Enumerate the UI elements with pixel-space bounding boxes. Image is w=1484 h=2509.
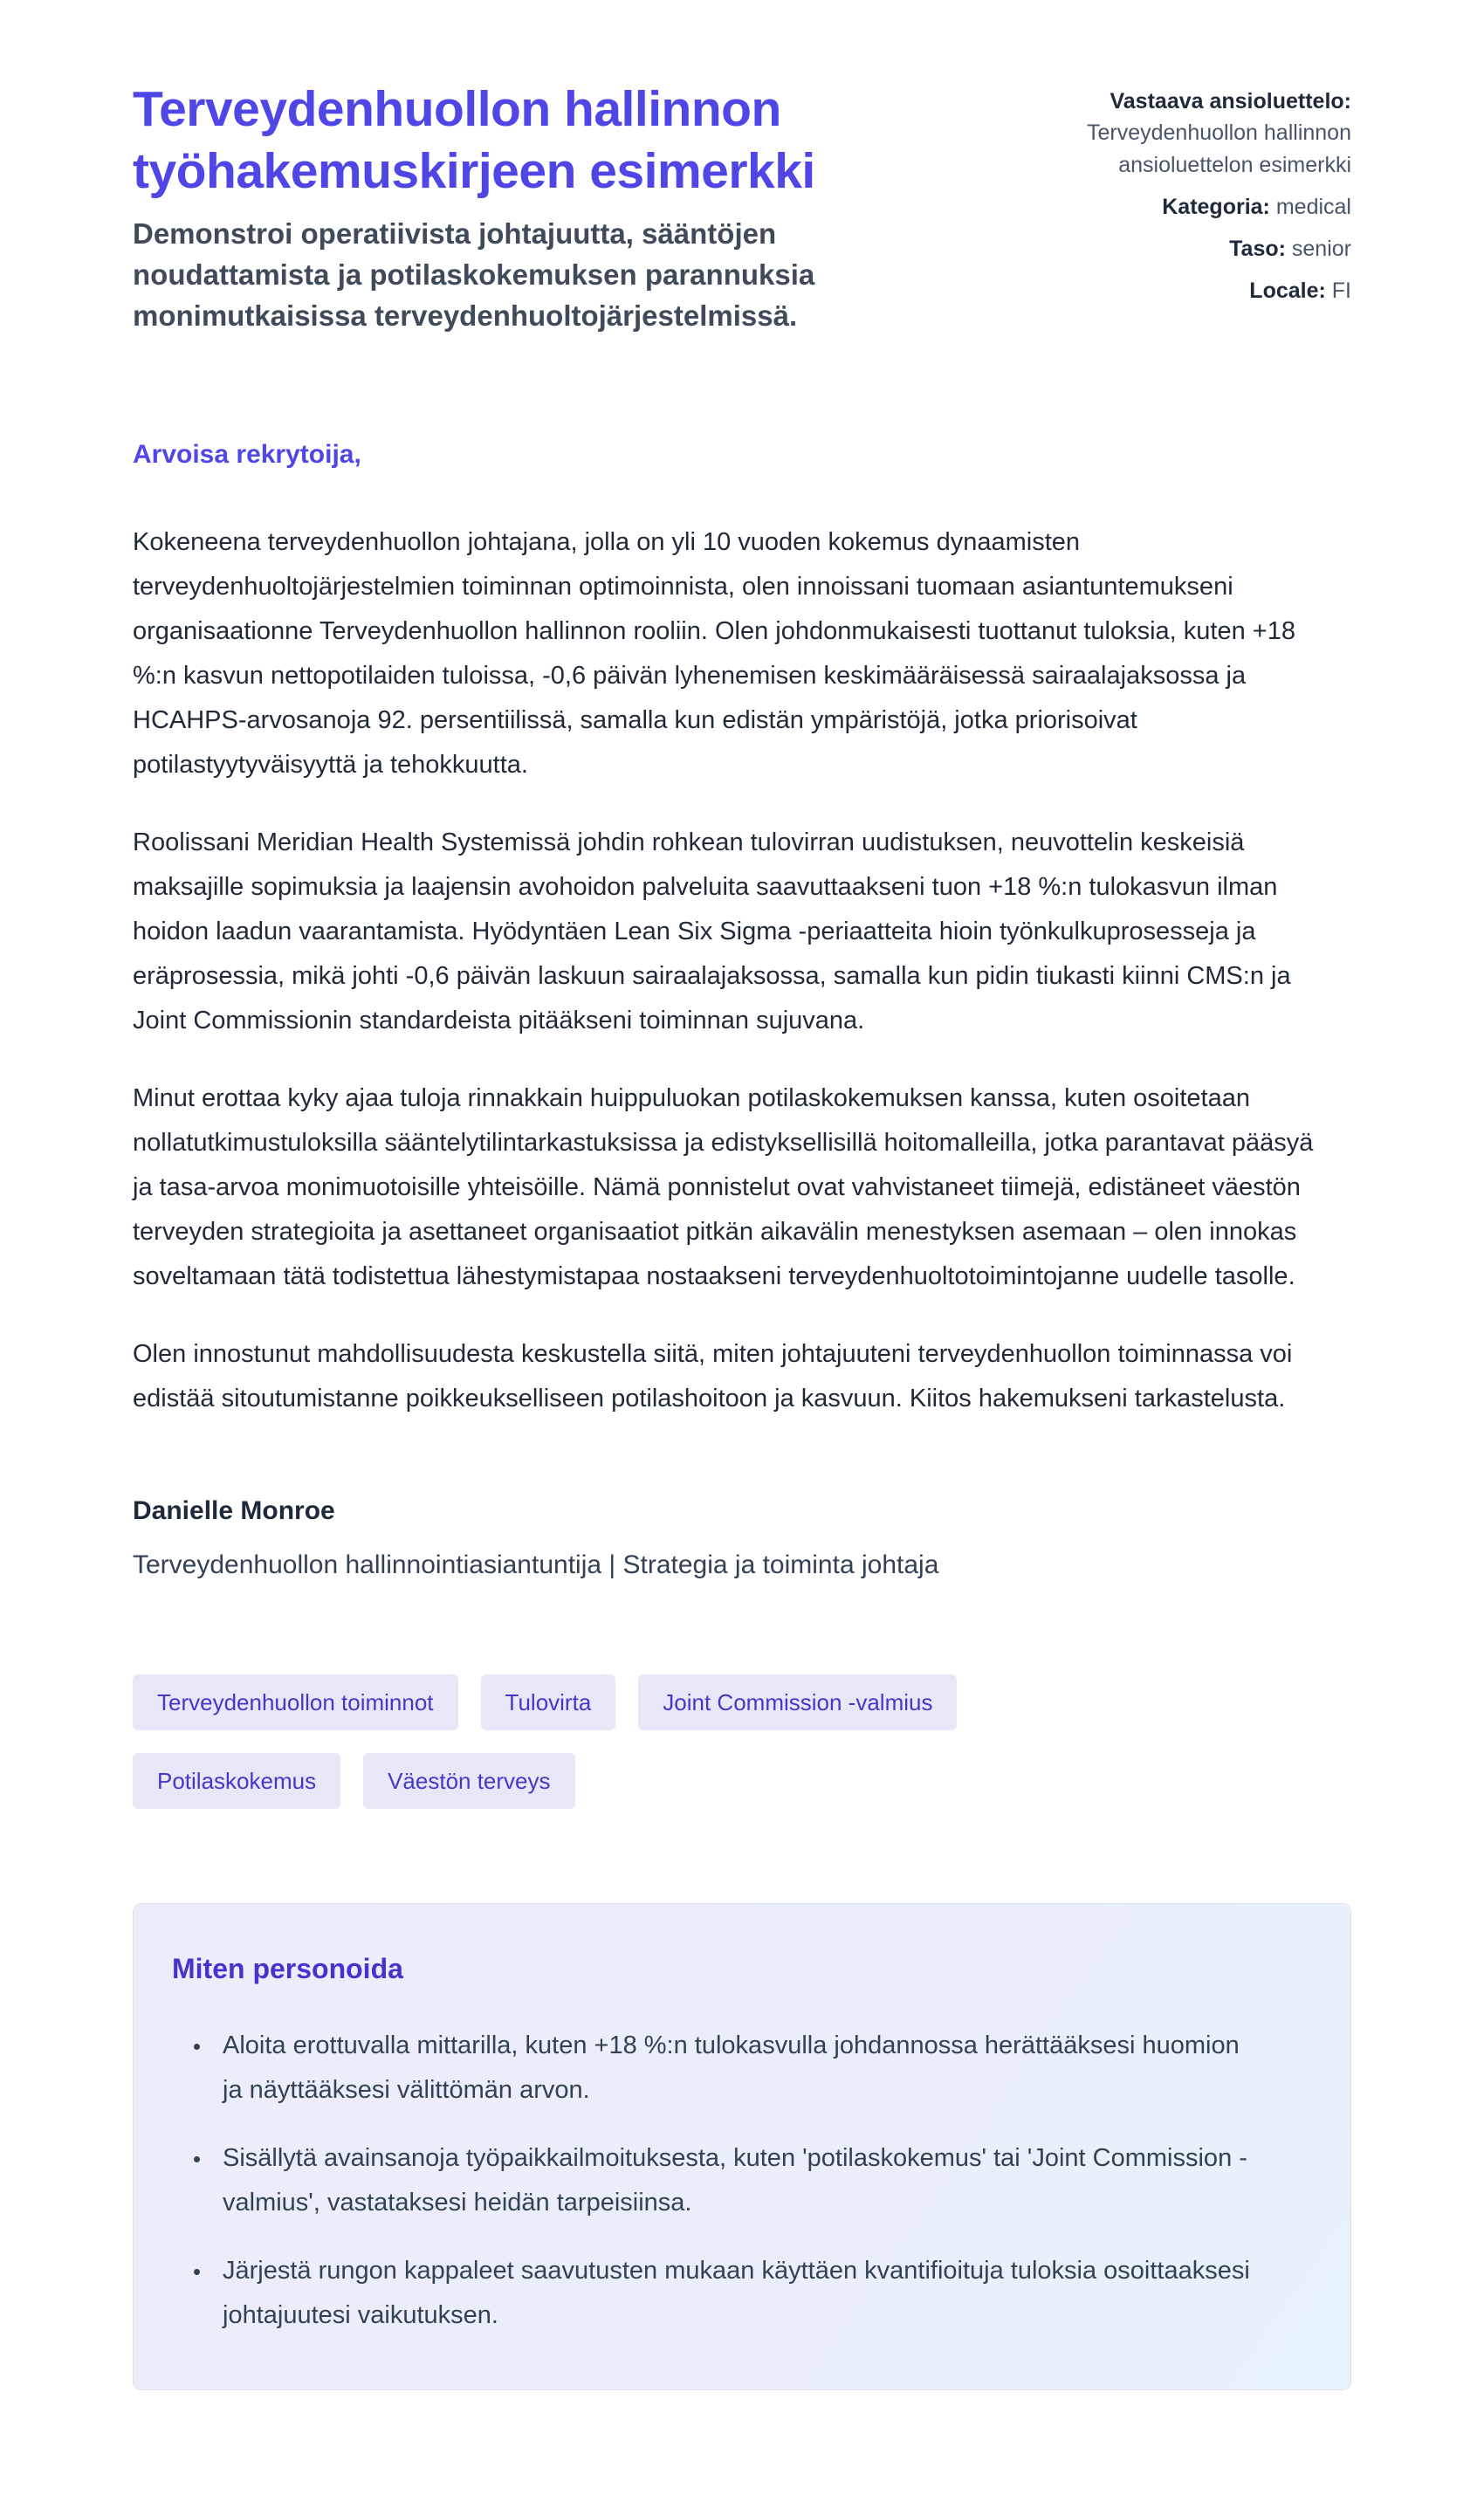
meta-level	[958, 233, 1351, 265]
tips-item: • Sisällytä avainsanoja työpaikkailmoituksesta, kuten 'potilaskokemus' tai 'Joint Commission -valmius', vastataksesi heidän tarpeisiinsa.	[212, 2136, 1260, 2224]
meta-locale-label: Locale:	[1249, 278, 1326, 304]
meta-level-value: senior	[1291, 237, 1351, 261]
tag-revenue-stream[interactable]: Tulovirta	[481, 1674, 616, 1730]
tips-item: • Järjestä rungon kappaleet saavutusten mukaan käyttäen kvantifioituja tuloksia osoittaaksesi johtajuutesi vaikutuksen.	[212, 2249, 1260, 2337]
page-subtitle: Demonstroi operatiivista johtajuutta, sääntöjen noudattamista ja potilaskokemuksen parannuksia monimutkaisissa terveydenhuoltojärjestelmissä.	[133, 217, 815, 333]
tips-list	[172, 2024, 1305, 2337]
meta-matching-resume	[958, 86, 1351, 181]
signature-role: Terveydenhuollon hallinnointiasiantuntija | Strategia ja toiminta johtaja	[133, 1550, 939, 1580]
tag-population-health[interactable]: Väestön terveys	[363, 1753, 574, 1809]
meta-locale-value: FI	[1331, 278, 1351, 304]
cover-letter-page	[133, 0, 1351, 2474]
letter-paragraph: Kokeneena terveydenhuollon johtajana, jolla on yli 10 vuoden kokemus dynaamisten terveydenhuoltojärjestelmien toiminnan optimoinnista, olen innoissani tuomaan asiantuntemukseni organisaationne Terveydenhuollon hallinnon rooliin. Olen johdonmukaisesti tuottanut tuloksia, kuten +18 %:n kasvun nettopotilaiden tuloissa, -0,6 päivän lyhenemisen keskimääräisessä sairaalajaksossa ja HCAHPS-arvosanoja 92. persentiilissä, samalla kun edistän ympäristöjä, jotka priorisoivat potilastyytyväisyyttä ja tehokkuutta.	[133, 527, 1295, 780]
meta-locale	[958, 275, 1351, 306]
meta-resume-label: Vastaava ansioluettelo:	[1110, 89, 1351, 113]
tips-heading: Miten personoida	[172, 1953, 403, 1985]
tag-list	[133, 1674, 1180, 1809]
meta-category	[958, 191, 1351, 223]
letter-paragraph: Olen innostunut mahdollisuudesta keskustella siitä, miten johtajuuteni terveydenhuollon toiminnassa voi edistää sitoutumistanne poikkeukselliseen potilashoitoon ja kasvuun. Kiitos hakemukseni tarkastelusta.	[133, 1340, 1293, 1413]
letter-paragraph: Minut erottaa kyky ajaa tuloja rinnakkain huippuluokan potilaskokemuksen kanssa, kuten osoitetaan nollatutkimustuloksilla sääntelytilintarkastuksissa ja edistyksellisillä hoitomalleilla, jotka parantavat pääsyä ja tasa-arvoa monimuotoisille yhteisöille. Nämä ponnistelut ovat vahvistaneet tiimejä, edistäneet väestön terveyden strategioita ja asettaneet organisaatiot pitkän aikavälin menestyksen asemaan – olen innokas soveltamaan tätä todistettua lähestymistapaa nostaakseni terveydenhuoltotoimintojanne uudelle tasolle.	[133, 1084, 1314, 1291]
letter-body	[133, 440, 1351, 1422]
meta-level-label: Taso:	[1229, 237, 1286, 261]
letter-greeting: Arvoisa rekrytoija,	[133, 439, 361, 469]
meta-resume-value: Terveydenhuollon hallinnon ansioluettelon esimerkki	[1086, 120, 1351, 177]
title-block	[133, 79, 857, 337]
meta-category-value: medical	[1275, 194, 1351, 219]
page-header	[133, 79, 1351, 337]
tag-joint-commission-readiness[interactable]: Joint Commission -valmius	[638, 1674, 957, 1730]
page-title: Terveydenhuollon hallinnon työhakemuskirjeen esimerkki	[133, 81, 815, 199]
meta-category-label: Kategoria:	[1162, 194, 1270, 219]
signature-block	[133, 1496, 1351, 1580]
signature-name: Danielle Monroe	[133, 1496, 335, 1526]
letter-paragraph: Roolissani Meridian Health Systemissä johdin rohkean tulovirran uudistuksen, neuvottelin keskeisiä maksajille sopimuksia ja laajensin avohoidon palveluita saavuttaakseni tuon +18 %:n tulokasvun ilman hoidon laadun vaarantamista. Hyödyntäen Lean Six Sigma -periaatteita hioin työnkulkuprosesseja ja eräprosessia, mikä johti -0,6 päivän laskuun sairaalajaksossa, samalla kun pidin tiukasti kiinni CMS:n ja Joint Commissionin standardeista pitääkseni toiminnan sujuvana.	[133, 828, 1291, 1035]
meta-panel	[958, 79, 1351, 318]
tag-patient-experience[interactable]: Potilaskokemus	[133, 1753, 340, 1809]
tips-item: • Aloita erottuvalla mittarilla, kuten +18 %:n tulokasvulla johdannossa herättääksesi huomion ja näyttääksesi välittömän arvon.	[212, 2024, 1260, 2112]
tag-healthcare-operations[interactable]: Terveydenhuollon toiminnot	[133, 1674, 458, 1730]
how-to-personalize-box	[133, 1903, 1351, 2390]
